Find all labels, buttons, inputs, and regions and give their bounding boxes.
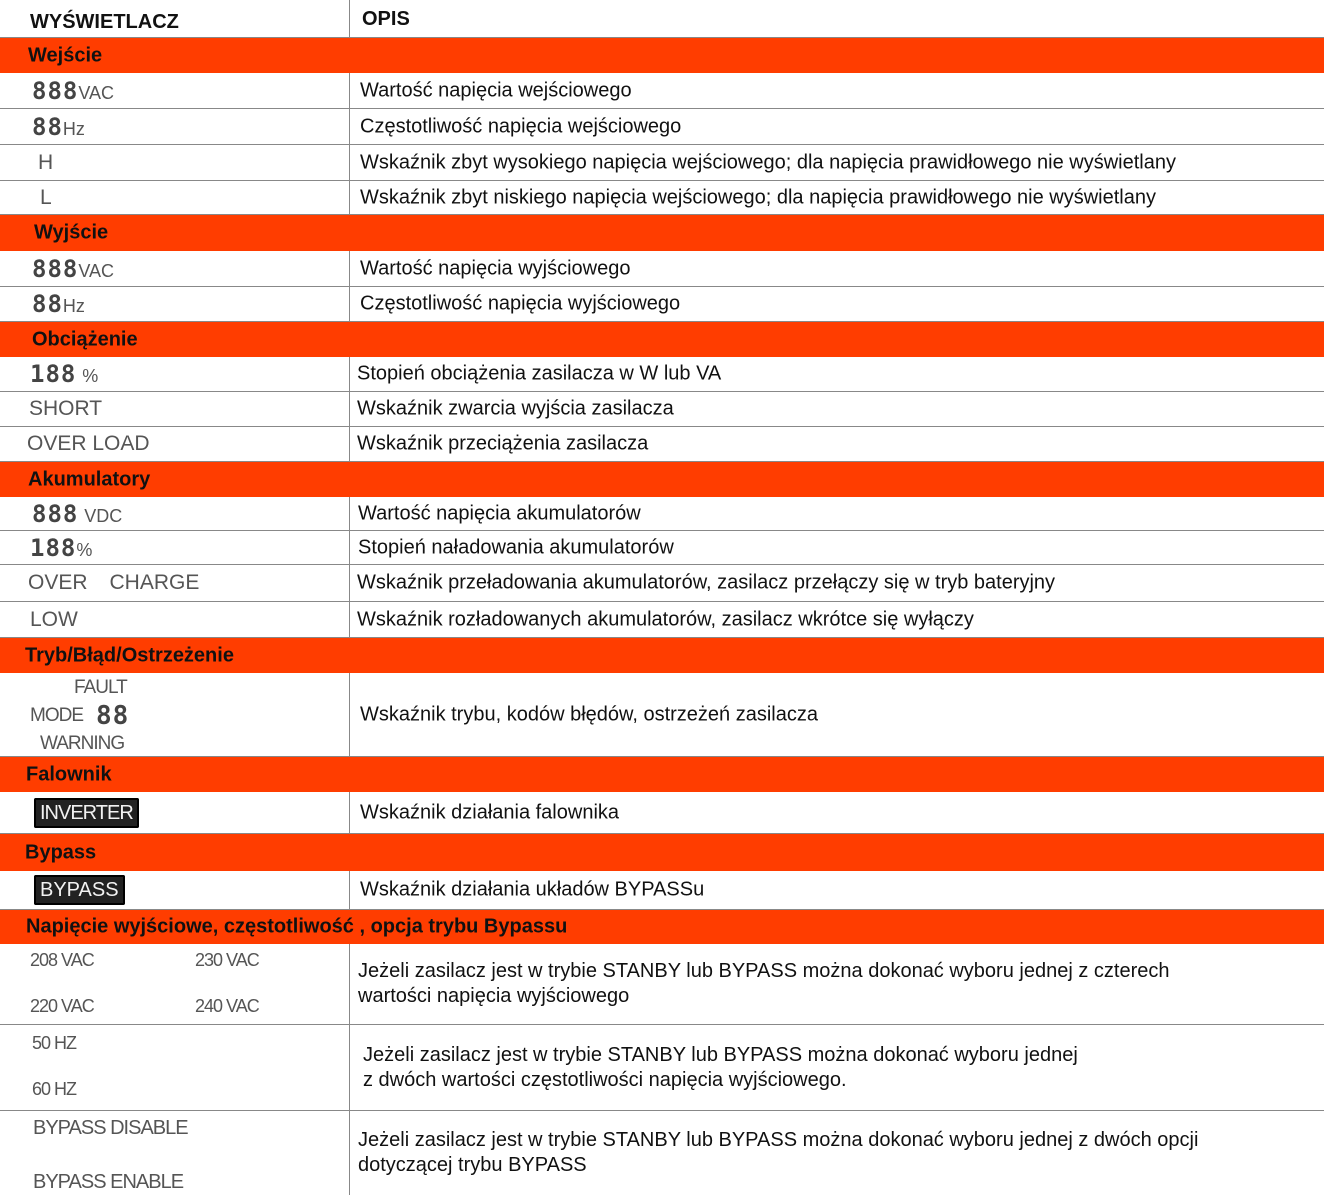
option-208vac: 208 VAC (30, 950, 94, 970)
table-row (0, 602, 1324, 638)
column-divider (349, 0, 350, 37)
table-row (0, 392, 1324, 427)
table-row (0, 287, 1324, 322)
table-row (0, 145, 1324, 181)
lcd-short: SHORT (29, 397, 103, 420)
column-divider (349, 497, 350, 638)
table-row (0, 1111, 1324, 1195)
header-description-column: OPIS (362, 8, 410, 30)
table-row (0, 792, 1324, 834)
lcd-mode-block: FAULT MODE 88 WARNING (30, 677, 130, 754)
column-divider (349, 792, 350, 834)
table-row (0, 251, 1324, 287)
section-napiecie: Napięcie wyjściowe, częstotliwość , opcja trybu Bypassu (0, 910, 1324, 944)
option-220vac: 220 VAC (30, 996, 94, 1016)
row-description: Wartość napięcia akumulatorów (358, 502, 641, 524)
lcd-output-voltage: 888VAC (32, 254, 115, 283)
lcd-inverter: INVERTER (34, 801, 139, 825)
row-description: Wskaźnik zbyt wysokiego napięcia wejściowego; dla napięcia prawidłowego nie wyświetlany (360, 151, 1176, 173)
section-obciazenie: Obciążenie (0, 322, 1324, 357)
lcd-battery-voltage: 888 VDC (32, 499, 123, 528)
row-description: Wskaźnik rozładowanych akumulatorów, zasilacz wkrótce się wyłączy (357, 608, 974, 630)
row-description: Stopień naładowania akumulatorów (358, 536, 674, 558)
lcd-high-indicator: H (38, 150, 54, 174)
table-row (0, 565, 1324, 602)
row-description: Wskaźnik trybu, kodów błędów, ostrzeżeń zasilacza (360, 703, 818, 725)
table-row (0, 427, 1324, 462)
table-row (0, 1025, 1324, 1111)
lcd-battery-percent: 188% (30, 533, 93, 562)
section-akumulatory: Akumulatory (0, 462, 1324, 497)
table-header (0, 0, 1324, 38)
option-bypass-disable: BYPASS DISABLE (33, 1117, 188, 1139)
table-row (0, 531, 1324, 565)
row-description: Jeżeli zasilacz jest w trybie STANBY lub BYPASS można dokonać wyboru jednej z dwóch opcji dotyczącej trybu BYPASS (358, 1129, 1199, 1176)
table-row (0, 357, 1324, 392)
column-divider (349, 871, 350, 910)
column-divider (349, 357, 350, 462)
row-description: Wskaźnik zwarcia wyjścia zasilacza (357, 397, 674, 420)
row-description: Wartość napięcia wejściowego (360, 79, 632, 101)
lcd-load-percent: 188 % (30, 360, 99, 388)
table-row (0, 181, 1324, 215)
section-tryb: Tryb/Błąd/Ostrzeżenie (0, 638, 1324, 673)
option-240vac: 240 VAC (195, 996, 259, 1016)
lcd-overload: OVER LOAD (27, 432, 150, 455)
table-row (0, 497, 1324, 531)
lcd-battery-low: LOW (30, 607, 78, 631)
section-falownik: Falownik (0, 757, 1324, 792)
option-60hz: 60 HZ (32, 1079, 77, 1099)
section-wyjscie: Wyjście (0, 215, 1324, 251)
table-row (0, 673, 1324, 757)
row-description: Wskaźnik przeładowania akumulatorów, zasilacz przełączy się w tryb bateryjny (357, 571, 1056, 594)
column-divider (349, 944, 350, 1195)
lcd-overcharge: OVER CHARGE (28, 571, 200, 594)
row-description: Częstotliwość napięcia wejściowego (360, 115, 682, 137)
row-description: Wskaźnik działania układów BYPASSu (360, 878, 705, 901)
option-230vac: 230 VAC (195, 950, 259, 970)
lcd-output-frequency: 88Hz (32, 290, 85, 318)
table-row (0, 944, 1324, 1025)
section-bypass: Bypass (0, 834, 1324, 871)
header-display-column: WYŚWIETLACZ (30, 11, 179, 33)
row-description: Jeżeli zasilacz jest w trybie STANBY lub BYPASS można dokonać wyboru jednej z dwóch wartości częstotliwości napięcia wyjściowego. (363, 1043, 1078, 1091)
lcd-low-indicator: L (40, 185, 52, 209)
row-description: Wskaźnik działania falownika (360, 801, 620, 823)
column-divider (349, 673, 350, 757)
table-row (0, 73, 1324, 109)
lcd-input-voltage: 888VAC (32, 76, 115, 105)
row-description: Stopień obciążenia zasilacza w W lub VA (357, 362, 722, 385)
row-description: Wskaźnik przeciążenia zasilacza (357, 432, 649, 455)
option-bypass-enable: BYPASS ENABLE (33, 1171, 184, 1193)
row-description: Częstotliwość napięcia wyjściowego (360, 292, 681, 315)
option-50hz: 50 HZ (32, 1033, 77, 1053)
row-description: Wskaźnik zbyt niskiego napięcia wejściowego; dla napięcia prawidłowego nie wyświetlany (360, 186, 1156, 208)
row-description: Jeżeli zasilacz jest w trybie STANBY lub BYPASS można dokonać wyboru jednej z czterech wartości napięcia wyjściowego (358, 960, 1170, 1007)
lcd-input-frequency: 88Hz (32, 112, 85, 141)
section-wejscie: Wejście (0, 38, 1324, 73)
column-divider (349, 251, 350, 322)
column-divider (349, 73, 350, 215)
lcd-bypass: BYPASS (34, 878, 125, 902)
row-description: Wartość napięcia wyjściowego (360, 257, 631, 279)
table-row (0, 871, 1324, 910)
table-row (0, 109, 1324, 145)
